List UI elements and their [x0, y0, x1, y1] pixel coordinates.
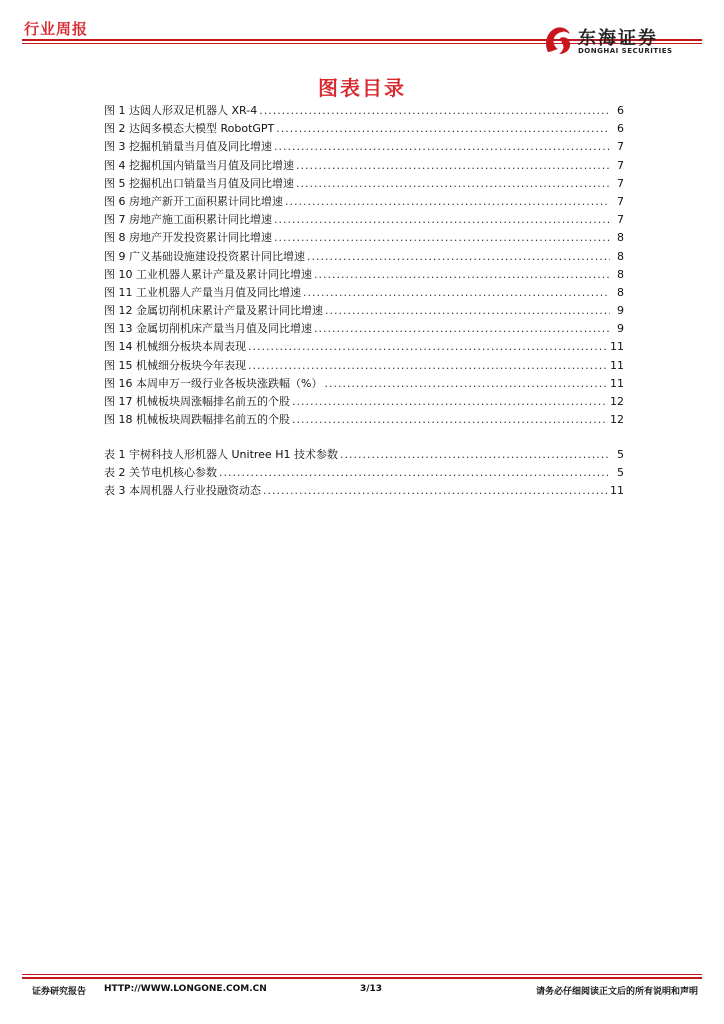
table-toc-entry[interactable] — [104, 482, 624, 500]
brand-name-cn: 东海证券 — [578, 28, 658, 49]
figure-toc-entry[interactable] — [104, 229, 624, 247]
toc-entry-page: 8 — [617, 231, 624, 245]
toc-entry-page: 11 — [610, 376, 624, 390]
table-list — [104, 446, 624, 501]
dot-leader — [292, 393, 608, 411]
toc-entry-label: 图 8 房地产开发投资累计同比增速 — [104, 231, 272, 245]
dot-leader — [248, 338, 608, 356]
toc-entry-label: 图 16 本周申万一级行业各板块涨跌幅（%） — [104, 376, 323, 390]
dot-leader — [274, 229, 610, 247]
toc-entry-page: 5 — [617, 466, 624, 480]
toc-entry-label: 表 3 本周机器人行业投融资动态 — [104, 484, 261, 498]
dot-leader — [296, 157, 610, 175]
dot-leader — [274, 211, 610, 229]
toc-entry-page: 5 — [617, 448, 624, 461]
footer-rule-thick — [22, 977, 702, 979]
toc-entry-page: 7 — [617, 213, 624, 227]
footer-website-link[interactable]: HTTP://WWW.LONGONE.COM.CN — [104, 984, 267, 994]
toc-entry-page: 11 — [610, 484, 624, 498]
dot-leader — [314, 266, 610, 284]
toc-entry-page: 9 — [617, 304, 624, 318]
toc-entry-label: 图 14 机械细分板块本周表现 — [104, 340, 246, 354]
figure-toc-entry[interactable] — [104, 120, 624, 138]
figure-toc-entry[interactable] — [104, 175, 624, 193]
toc-entry-page: 6 — [617, 122, 624, 136]
figure-toc-entry[interactable] — [104, 157, 624, 175]
figure-toc-entry[interactable] — [104, 320, 624, 338]
dot-leader — [307, 248, 610, 266]
toc-entry-label: 表 1 宇树科技人形机器人 Unitree H1 技术参数 — [104, 448, 338, 461]
figure-toc-entry[interactable] — [104, 411, 624, 429]
toc-entry-label: 图 2 达闼多模态大模型 RobotGPT — [104, 122, 275, 136]
toc-entry-page: 7 — [617, 176, 624, 190]
toc-entry-label: 图 17 机械板块周涨幅排名前五的个股 — [104, 395, 290, 408]
dot-leader — [325, 302, 610, 320]
dot-leader — [340, 446, 610, 464]
figure-toc-entry[interactable] — [104, 266, 624, 284]
toc-entry-page: 6 — [617, 104, 624, 117]
figure-toc-entry[interactable] — [104, 375, 624, 393]
toc-entry-page: 8 — [617, 285, 624, 299]
dot-leader — [285, 193, 610, 211]
dot-leader — [248, 357, 608, 375]
figure-toc-entry[interactable] — [104, 284, 624, 302]
toc-entry-label: 图 13 金属切削机床产量当月值及同比增速 — [104, 322, 312, 336]
toc-entry-label: 图 5 挖掘机出口销量当月值及同比增速 — [104, 176, 294, 190]
figure-toc-entry[interactable] — [104, 248, 624, 266]
dot-leader — [219, 464, 610, 482]
toc-entry-label: 图 10 工业机器人累计产量及累计同比增速 — [104, 267, 312, 281]
dot-leader — [274, 138, 610, 156]
toc-entry-page: 12 — [610, 395, 624, 408]
brand-name-en: DONGHAI SECURITIES — [578, 47, 673, 55]
toc-entry-page: 7 — [617, 194, 624, 208]
figure-toc-entry[interactable] — [104, 302, 624, 320]
toc-entry-page: 11 — [610, 358, 624, 372]
dragon-logo-icon — [542, 22, 576, 58]
toc-entry-label: 图 9 广义基础设施建设投资累计同比增速 — [104, 249, 305, 263]
table-toc-entry[interactable] — [104, 464, 624, 482]
toc-entry-page: 7 — [617, 158, 624, 172]
toc-entry-page: 9 — [617, 322, 624, 336]
toc-entry-label: 图 18 机械板块周跌幅排名前五的个股 — [104, 413, 290, 427]
toc-entry-label: 图 1 达闼人形双足机器人 XR-4 — [104, 104, 258, 117]
figure-toc-entry[interactable] — [104, 102, 624, 120]
dot-leader — [324, 375, 608, 393]
table-toc-entry[interactable] — [104, 446, 624, 464]
toc-entry-page: 8 — [617, 249, 624, 263]
figure-toc-entry[interactable] — [104, 211, 624, 229]
dot-leader — [292, 411, 608, 429]
toc-entry-label: 表 2 关节电机核心参数 — [104, 466, 217, 480]
figure-toc-entry[interactable] — [104, 357, 624, 375]
figure-list — [104, 102, 624, 429]
dot-leader — [259, 102, 610, 120]
figure-toc-entry[interactable] — [104, 138, 624, 156]
dot-leader — [314, 320, 610, 338]
toc-entry-label: 图 15 机械细分板块今年表现 — [104, 358, 246, 372]
toc-entry-label: 图 3 挖掘机销量当月值及同比增速 — [104, 140, 272, 154]
toc-entry-label: 图 4 挖掘机国内销量当月值及同比增速 — [104, 158, 294, 172]
page-title: 图表目录 — [318, 76, 406, 100]
toc-entry-label: 图 11 工业机器人产量当月值及同比增速 — [104, 285, 301, 299]
toc-entry-page: 8 — [617, 267, 624, 281]
toc-entry-label: 图 6 房地产新开工面积累计同比增速 — [104, 194, 283, 208]
dot-leader — [276, 120, 610, 138]
toc-entry-label: 图 7 房地产施工面积累计同比增速 — [104, 213, 272, 227]
report-type-tag: 行业周报 — [24, 20, 89, 38]
toc-entry-page: 12 — [610, 413, 624, 427]
page-number: 3/13 — [360, 984, 383, 994]
dot-leader — [263, 482, 608, 500]
footer-report-label: 证券研究报告 — [32, 987, 87, 997]
footer-disclaimer: 请务必仔细阅读正文后的所有说明和声明 — [535, 987, 698, 997]
dot-leader — [303, 284, 610, 302]
toc-entry-label: 图 12 金属切削机床累计产量及累计同比增速 — [104, 304, 323, 318]
figure-toc-entry[interactable] — [104, 393, 624, 411]
footer-rule — [22, 974, 702, 975]
figure-toc-entry[interactable] — [104, 338, 624, 356]
figure-toc-entry[interactable] — [104, 193, 624, 211]
dot-leader — [296, 175, 610, 193]
brand-logo — [542, 22, 702, 58]
toc-entry-page: 7 — [617, 140, 624, 154]
toc-entry-page: 11 — [610, 340, 624, 354]
